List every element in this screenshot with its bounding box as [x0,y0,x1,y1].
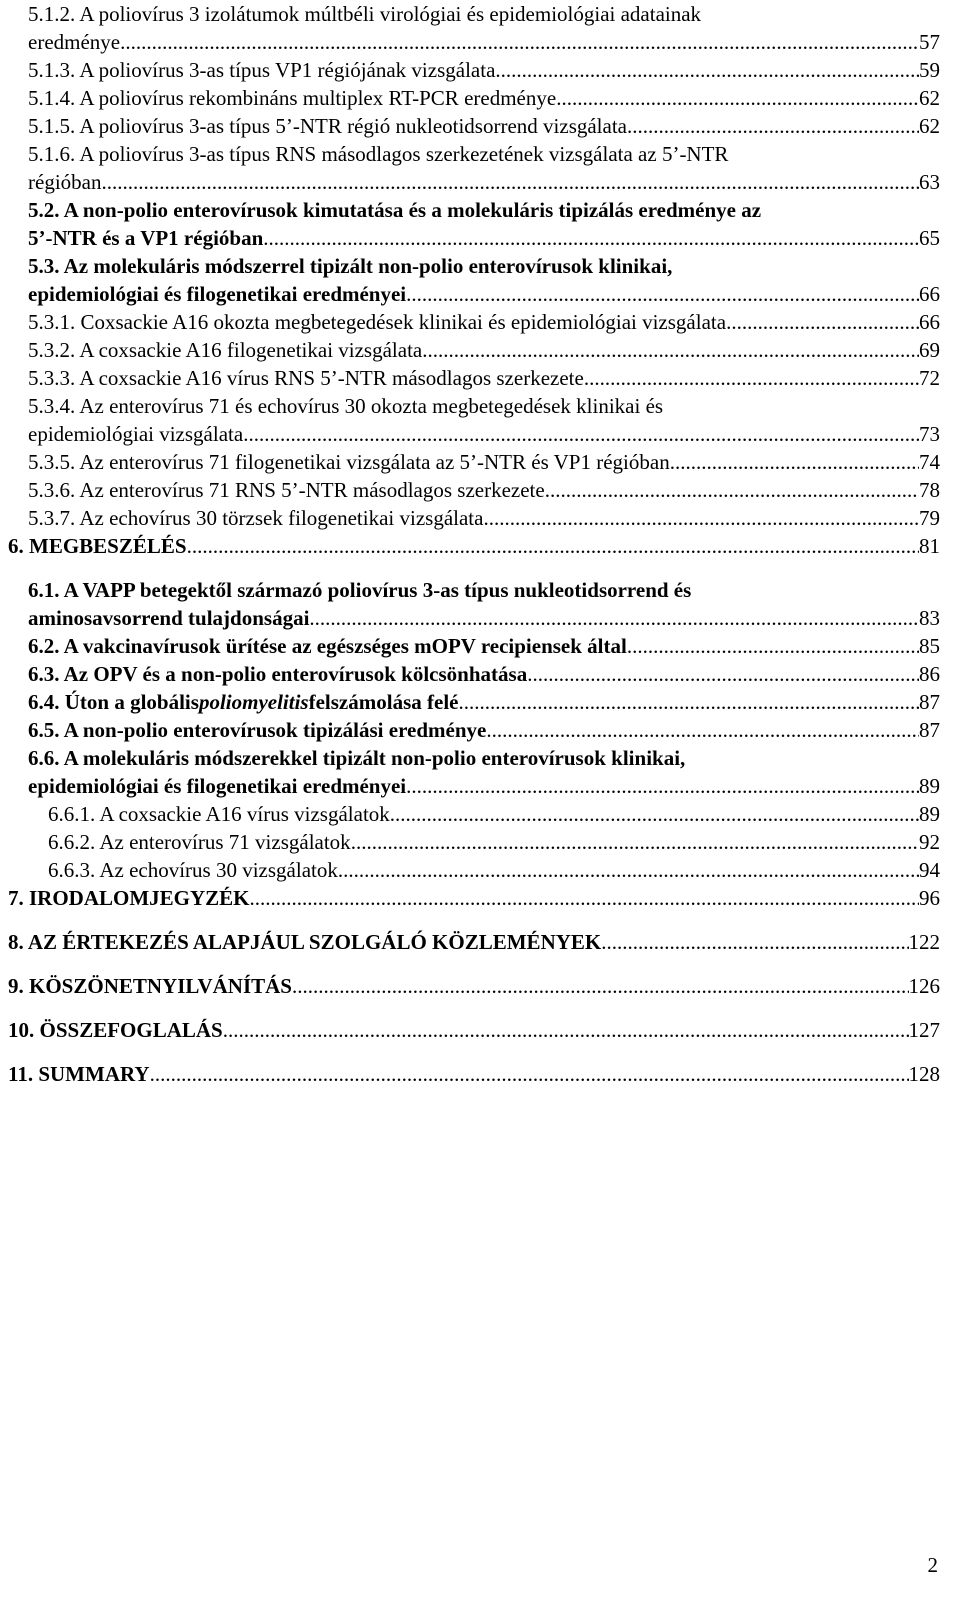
toc-entry-title: 6.6.1. A coxsackie A16 vírus vizsgálatok [48,802,390,826]
toc-page-number: 128 [908,1062,940,1086]
toc-page-number: 87 [919,718,940,742]
dot-leader [101,168,919,196]
dot-leader [150,1060,909,1088]
toc-entry-title: 5.1.4. A poliovírus rekombináns multiplex RT-PCR eredménye [28,86,557,110]
dot-leader [250,884,919,912]
dot-leader [263,224,919,252]
dot-leader [309,604,919,632]
toc-entry-title: 6.4. Úton a globális [28,690,199,714]
dot-leader [556,84,919,112]
toc-entry-title: 6.3. Az OPV és a non-polio enterovírusok kölcsönhatása [28,662,528,686]
dot-leader [120,28,919,56]
dot-leader [351,828,919,856]
toc-entry-title: 6.5. A non-polio enterovírusok tipizálási eredménye [28,718,487,742]
toc-page-number: 126 [908,974,940,998]
toc-page-number: 87 [919,690,940,714]
toc-page-number: 96 [919,886,940,910]
toc-page-number: 74 [919,450,940,474]
toc-entry-title: 6.6.3. Az echovírus 30 vizsgálatok [48,858,338,882]
toc-page-number: 92 [919,830,940,854]
dot-leader [390,800,919,828]
dot-leader [406,772,919,800]
toc-page-number: 69 [919,338,940,362]
dot-leader [627,112,919,140]
toc-page-number: 66 [919,310,940,334]
dot-leader [486,716,919,744]
page-number: 2 [927,1553,938,1577]
dot-leader [726,308,919,336]
toc-entry-title: 5.3.2. A coxsackie A16 filogenetikai vizsgálata [28,338,423,362]
toc-entry-title: 5’-NTR és a VP1 régióban [28,226,264,250]
dot-leader [422,336,919,364]
toc-page-number: 81 [919,534,940,558]
toc-page-number: 57 [919,30,940,54]
toc-page-number: 94 [919,858,940,882]
toc-page-number: 62 [919,114,940,138]
dot-leader [627,632,919,660]
toc-page-number: 73 [919,422,940,446]
toc-entry-title: 7. IRODALOMJEGYZÉK [8,886,250,910]
toc-page-number: 72 [919,366,940,390]
dot-leader [338,856,919,884]
toc-entry-title: 6.6. A molekuláris módszerekkel tipizált non-polio enterovírusok klinikai, [28,746,686,770]
toc-entry-title: 5.3.5. Az enterovírus 71 filogenetikai vizsgálata az 5’-NTR és VP1 régióban [28,450,670,474]
toc-entry-title: 6.1. A VAPP betegektől származó poliovírus 3-as típus nukleotidsorrend és [28,578,692,602]
toc-entry-title: 8. AZ ÉRTEKEZÉS ALAPJÁUL SZOLGÁLÓ KÖZLEMÉNYEK [8,930,602,954]
toc-page-number: 66 [919,282,940,306]
toc-entry-title: eredménye [28,30,121,54]
toc-entry-title: 6. MEGBESZÉLÉS [8,534,187,558]
toc-page-number: 122 [908,930,940,954]
toc-entry-title: 5.1.5. A poliovírus 3-as típus 5’-NTR régió nukleotidsorrend vizsgálata [28,114,627,138]
toc-page-number: 63 [919,170,940,194]
toc-entry-title: 9. KÖSZÖNETNYILVÁNÍTÁS [8,974,292,998]
dot-leader [292,972,909,1000]
toc-entry-title: 5.1.3. A poliovírus 3-as típus VP1 régiójának vizsgálata [28,58,496,82]
toc-entry-title: régióban [28,170,102,194]
toc-page-number: 78 [919,478,940,502]
toc-page-number: 89 [919,774,940,798]
dot-leader [527,660,919,688]
dot-leader [483,504,919,532]
toc-entry-title: 5.1.6. A poliovírus 3-as típus RNS másodlagos szerkezetének vizsgálata az 5’-NTR [28,142,729,166]
dot-leader [601,928,908,956]
toc-entry-title: 5.3.7. Az echovírus 30 törzsek filogenetikai vizsgálata [28,506,484,530]
toc-entry-title: 5.3.3. A coxsackie A16 vírus RNS 5’-NTR másodlagos szerkezete [28,366,584,390]
dot-leader [406,280,919,308]
toc-page-number: 85 [919,634,940,658]
toc-entry-title: 10. ÖSSZEFOGLALÁS [8,1018,223,1042]
toc-entry-title: 11. SUMMARY [8,1062,150,1086]
dot-leader [584,364,919,392]
toc-entry-title: epidemiológiai és filogenetikai eredményei [28,774,407,798]
toc-entry-title: 5.3. Az molekuláris módszerrel tipizált non-polio enterovírusok klinikai, [28,254,673,278]
dot-leader [670,448,919,476]
toc-entry-title: aminosavsorrend tulajdonságai [28,606,310,630]
toc-entry-title: 5.2. A non-polio enterovírusok kimutatása és a molekuláris tipizálás eredménye az [28,198,762,222]
toc-entry-title: 5.1.2. A poliovírus 3 izolátumok múltbéli virológiai és epidemiológiai adatainak [28,2,702,26]
toc-page-number: 127 [908,1018,940,1042]
toc-page-number: 83 [919,606,940,630]
toc-entry-title: 5.3.6. Az enterovírus 71 RNS 5’-NTR másodlagos szerkezete [28,478,545,502]
toc-entry-title: epidemiológiai és filogenetikai eredményei [28,282,407,306]
toc-entry-title: 6.2. A vakcinavírusok ürítése az egészséges mOPV recipiensek által [28,634,627,658]
toc-page-number: 86 [919,662,940,686]
toc-entry-title: poliomyelitis [198,690,309,714]
toc-entry-title: 5.3.4. Az enterovírus 71 és echovírus 30 okozta megbetegedések klinikai és [28,394,664,418]
dot-leader [243,420,919,448]
dot-leader [545,476,919,504]
dot-leader [187,532,919,560]
dot-leader [223,1016,909,1044]
toc-entry-title: epidemiológiai vizsgálata [28,422,244,446]
toc-entry-title: 5.3.1. Coxsackie A16 okozta megbetegedések klinikai és epidemiológiai vizsgálata [28,310,727,334]
dot-leader [458,688,919,716]
toc-page-number: 65 [919,226,940,250]
toc-page-number: 79 [919,506,940,530]
toc-entry-title: 6.6.2. Az enterovírus 71 vizsgálatok [48,830,351,854]
toc-page-number: 62 [919,86,940,110]
dot-leader [495,56,919,84]
toc-entry-title: felszámolása felé [308,690,459,714]
toc-page-number: 89 [919,802,940,826]
toc-page-number: 59 [919,58,940,82]
